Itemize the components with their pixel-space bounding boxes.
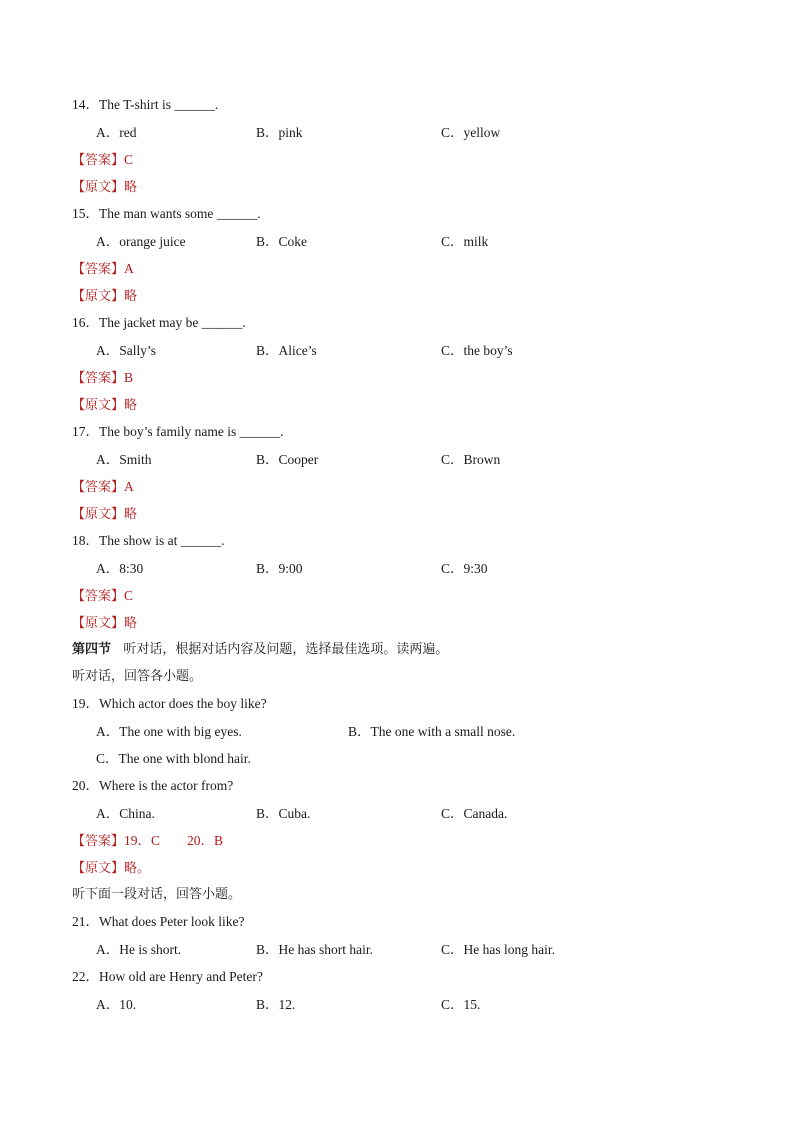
q18-source [72, 614, 137, 633]
source-value: 略 [124, 289, 138, 304]
question-16: 16．The jacket may be ______. [72, 315, 246, 330]
answer-value: 19．C 20．B [124, 833, 224, 848]
section-4-heading [72, 641, 448, 659]
q17-option-b: B．Cooper [256, 452, 319, 467]
section-4-subheading-1: 听对话，回答各小题。 [72, 669, 203, 684]
q19-20-answer [72, 832, 223, 851]
answer-label: 【答案】 [72, 262, 125, 277]
q22-option-b: B．12. [256, 997, 296, 1012]
q14-option-a: A．red [96, 125, 137, 140]
question-20: 20．Where is the actor from? [72, 778, 234, 793]
q18-option-b: B．9:00 [256, 561, 303, 576]
source-value: 略 [124, 180, 138, 195]
q17-option-c: C．Brown [441, 452, 501, 467]
section-title: 第四节 [72, 642, 112, 657]
section-4-subheading-2: 听下面一段对话，回答小题。 [72, 887, 242, 902]
question-18: 18．The show is at ______. [72, 533, 225, 548]
answer-label: 【答案】 [72, 834, 125, 849]
q16-option-b: B．Alice’s [256, 343, 317, 358]
q19-20-source [72, 859, 150, 878]
source-label: 【原文】 [72, 507, 125, 522]
q14-option-b: B．pink [256, 125, 303, 140]
question-21: 21．What does Peter look like? [72, 914, 245, 929]
answer-label: 【答案】 [72, 153, 125, 168]
q18-option-c: C．9:30 [441, 561, 488, 576]
q17-option-a: A．Smith [96, 452, 152, 467]
answer-value: B [124, 370, 134, 385]
q16-answer [72, 369, 133, 388]
q18-answer [72, 587, 133, 606]
q14-answer [72, 151, 133, 170]
q19-option-b: B．The one with a small nose. [348, 724, 516, 739]
q20-option-a: A．China. [96, 806, 155, 821]
q20-option-c: C．Canada. [441, 806, 508, 821]
q16-option-a: A．Sally’s [96, 343, 157, 358]
q14-option-c: C．yellow [441, 125, 501, 140]
source-label: 【原文】 [72, 180, 125, 195]
answer-label: 【答案】 [72, 371, 125, 386]
q17-source [72, 505, 137, 524]
q22-option-c: C．15. [441, 997, 481, 1012]
source-label: 【原文】 [72, 398, 125, 413]
section-instruction: 听对话，根据对话内容及问题，选择最佳选项。读两遍。 [123, 642, 449, 657]
q19-option-a: A．The one with big eyes. [96, 724, 242, 739]
source-value: 略 [124, 616, 138, 631]
answer-value: C [124, 588, 134, 603]
q16-source [72, 396, 137, 415]
question-17: 17．The boy’s family name is ______. [72, 424, 284, 439]
question-15: 15．The man wants some ______. [72, 206, 261, 221]
answer-label: 【答案】 [72, 480, 125, 495]
source-value: 略 [124, 398, 138, 413]
answer-value: C [124, 152, 134, 167]
source-label: 【原文】 [72, 616, 125, 631]
q15-option-b: B．Coke [256, 234, 308, 249]
question-14: 14．The T-shirt is ______. [72, 97, 219, 112]
source-label: 【原文】 [72, 289, 125, 304]
q22-option-a: A．10. [96, 997, 137, 1012]
q15-option-a: A．orange juice [96, 234, 186, 249]
answer-label: 【答案】 [72, 589, 125, 604]
q16-option-c: C．the boy’s [441, 343, 513, 358]
question-22: 22．How old are Henry and Peter? [72, 969, 263, 984]
q21-option-c: C．He has long hair. [441, 942, 555, 957]
q20-option-b: B．Cuba. [256, 806, 311, 821]
source-value: 略 [124, 507, 138, 522]
q15-answer [72, 260, 134, 279]
answer-value: A [124, 261, 134, 276]
question-19: 19．Which actor does the boy like? [72, 696, 267, 711]
source-value: 略。 [124, 861, 151, 876]
q19-option-c: C．The one with blond hair. [96, 751, 251, 766]
q15-option-c: C．milk [441, 234, 489, 249]
q15-source [72, 287, 137, 306]
source-label: 【原文】 [72, 861, 125, 876]
q21-option-b: B．He has short hair. [256, 942, 373, 957]
q21-option-a: A．He is short. [96, 942, 182, 957]
answer-value: A [124, 479, 134, 494]
q18-option-a: A．8:30 [96, 561, 144, 576]
q14-source [72, 178, 137, 197]
q17-answer [72, 478, 134, 497]
